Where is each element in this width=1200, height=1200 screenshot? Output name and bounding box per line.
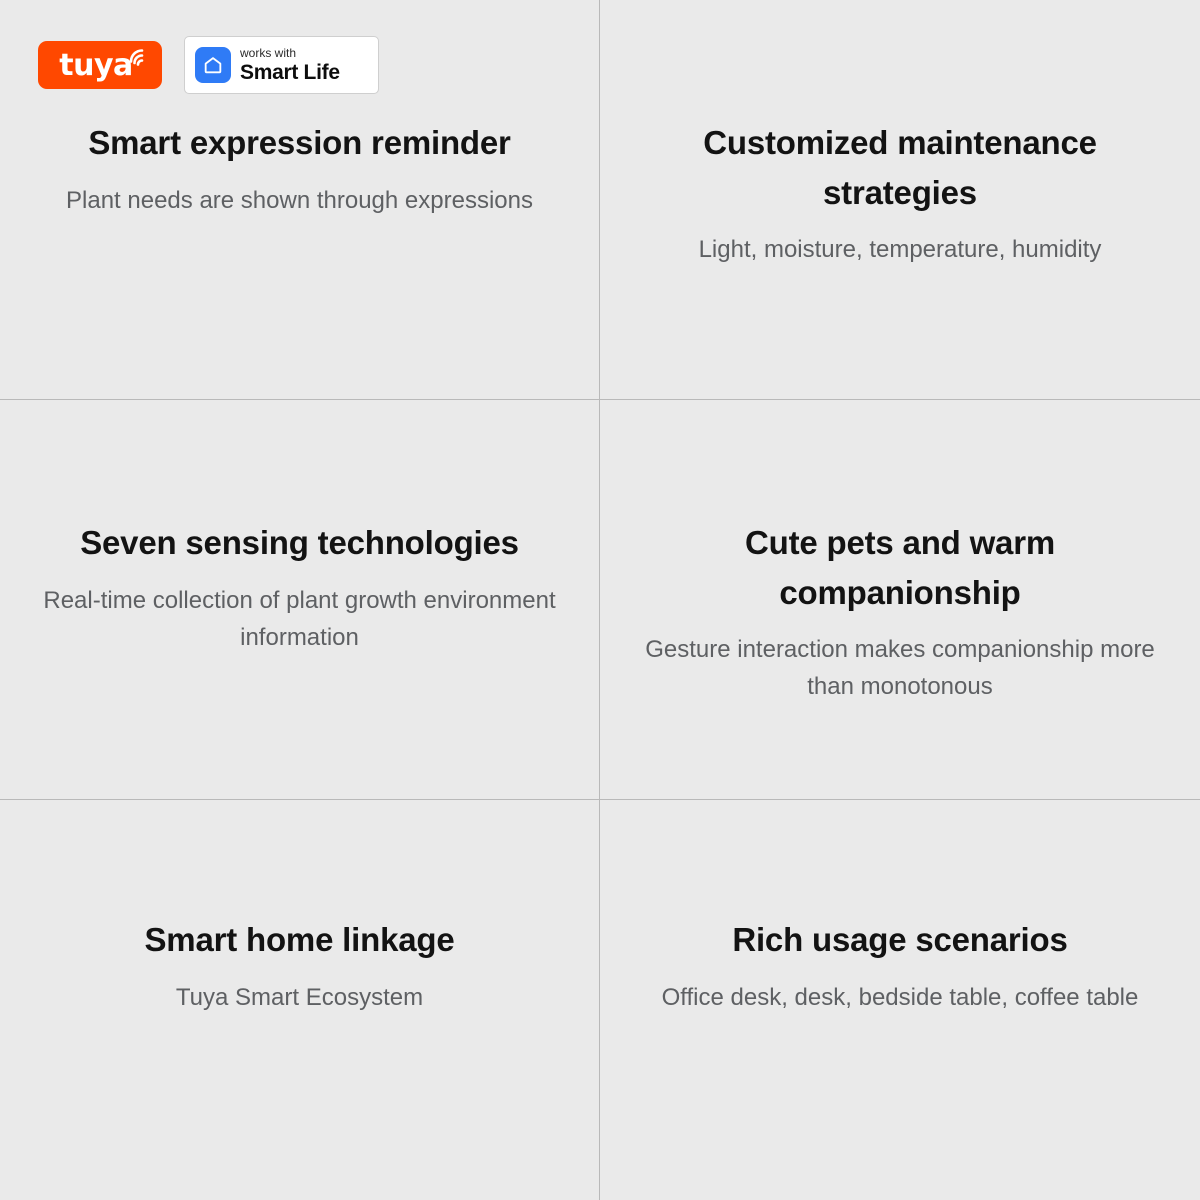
feature-title: Cute pets and warm companionship xyxy=(745,524,1055,611)
feature-title: Smart expression reminder xyxy=(88,124,511,161)
brand-logo-bar xyxy=(38,36,379,94)
feature-subtitle: Office desk, desk, bedside table, coffee table xyxy=(661,983,1139,1011)
works-with-label: works with xyxy=(240,46,297,60)
home-icon xyxy=(195,47,231,83)
feature-cell-5 xyxy=(0,800,600,1200)
tuya-logo xyxy=(38,41,162,89)
smart-life-text xyxy=(240,47,340,83)
feature-subtitle: Real-time collection of plant growth environment information xyxy=(43,586,556,651)
smart-life-name: Smart Life xyxy=(240,61,340,84)
wifi-icon xyxy=(129,48,151,68)
feature-subtitle: Plant needs are shown through expressions xyxy=(66,186,533,214)
feature-cell-2 xyxy=(600,0,1200,400)
smart-life-logo xyxy=(184,36,379,94)
feature-cell-6 xyxy=(600,800,1200,1200)
feature-cell-4 xyxy=(600,400,1200,800)
tuya-wordmark: tuya xyxy=(59,48,133,83)
feature-title: Rich usage scenarios xyxy=(732,921,1068,958)
feature-subtitle: Gesture interaction makes companionship more than monotonous xyxy=(645,636,1155,701)
feature-title: Seven sensing technologies xyxy=(80,524,519,561)
feature-title: Smart home linkage xyxy=(144,921,455,958)
feature-subtitle: Light, moisture, temperature, humidity xyxy=(698,236,1102,263)
feature-subtitle: Tuya Smart Ecosystem xyxy=(175,983,424,1011)
feature-title: Customized maintenance strategies xyxy=(703,124,1097,211)
feature-cell-3 xyxy=(0,400,600,800)
